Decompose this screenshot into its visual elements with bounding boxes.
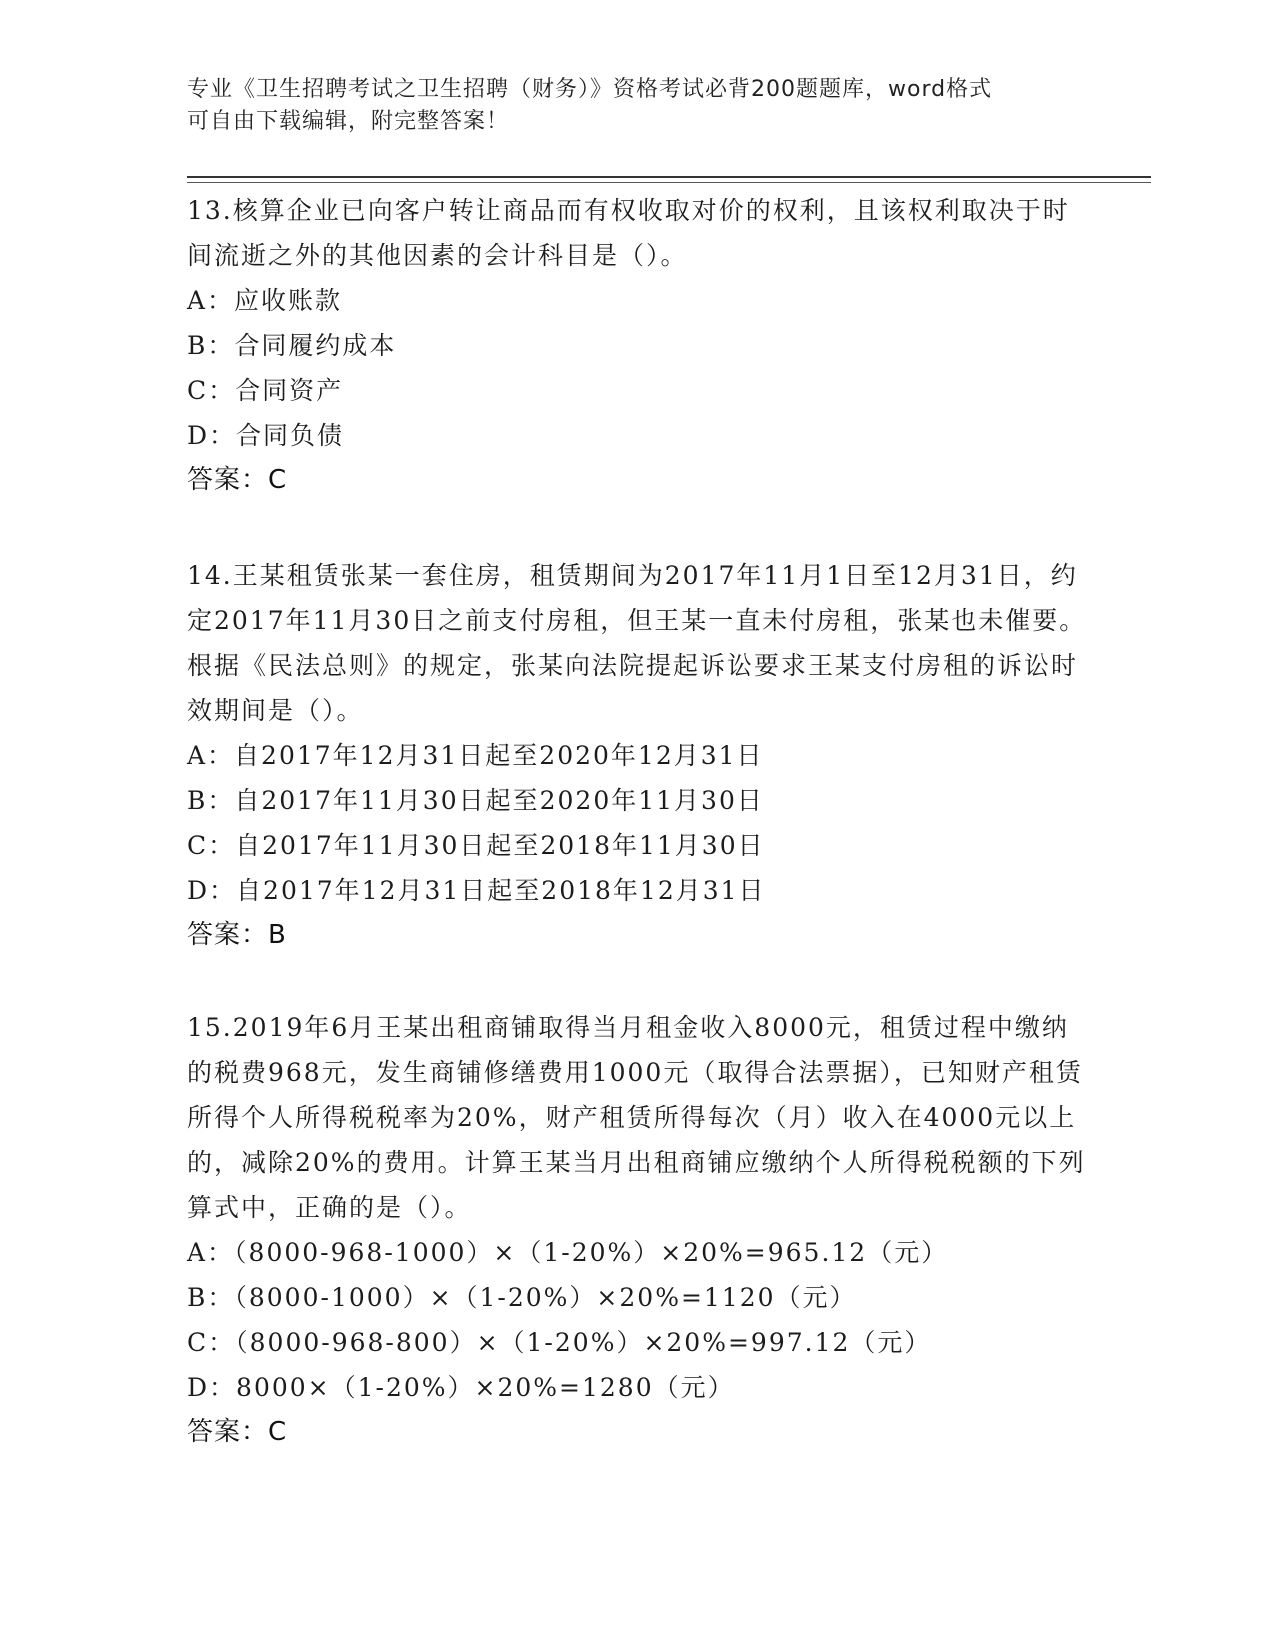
option-d: D：8000×（1-20%）×20%=1280（元） bbox=[187, 1373, 735, 1402]
option-a: A：应收账款 bbox=[187, 286, 343, 315]
question-text: 13.核算企业已向客户转让商品而有权收取对价的权利，且该权利取决于时间流逝之外的其他因素的会计科目是（）。 bbox=[187, 196, 1070, 270]
header-divider-thick bbox=[187, 176, 1151, 178]
option-b: B：自2017年11月30日起至2020年11月30日 bbox=[187, 786, 764, 815]
option-c: C：自2017年11月30日起至2018年11月30日 bbox=[187, 831, 765, 860]
option-a: A：自2017年12月31日起至2020年12月31日 bbox=[187, 741, 764, 770]
answer: 答案：C bbox=[187, 1417, 288, 1447]
option-b: B：合同履约成本 bbox=[187, 331, 397, 360]
question-15 bbox=[187, 1005, 1087, 1455]
option-b: B：（8000-1000）×（1-20%）×20%=1120（元） bbox=[187, 1283, 857, 1312]
answer: 答案：C bbox=[187, 465, 288, 495]
header-divider-thin bbox=[187, 182, 1151, 183]
option-c: C：（8000-968-800）×（1-20%）×20%=997.12（元） bbox=[187, 1328, 932, 1357]
header-line-2: 可自由下载编辑，附完整答案！ bbox=[187, 109, 510, 134]
header-line-1: 专业《卫生招聘考试之卫生招聘（财务）》资格考试必背200题题库，word格式 bbox=[187, 77, 993, 102]
option-c: C：合同资产 bbox=[187, 376, 344, 405]
option-a: A：（8000-968-1000）×（1-20%）×20%=965.12（元） bbox=[187, 1238, 949, 1267]
question-text: 14.王某租赁张某一套住房，租赁期间为2017年11月1日至12月31日，约定2017年11月30日之前支付房租，但王某一直未付房租，张某也未催要。根据《民法总则》的规定，张某向法院提起诉讼要求王某支付房租的诉讼时效期间是（）。 bbox=[187, 561, 1087, 725]
option-d: D：自2017年12月31日起至2018年12月31日 bbox=[187, 876, 766, 905]
question-13 bbox=[187, 188, 1087, 503]
answer: 答案：B bbox=[187, 920, 287, 950]
option-d: D：合同负债 bbox=[187, 421, 345, 450]
document-header bbox=[187, 74, 1067, 138]
question-text: 15.2019年6月王某出租商铺取得当月租金收入8000元，租赁过程中缴纳的税费968元，发生商铺修缮费用1000元（取得合法票据），已知财产租赁所得个人所得税税率为20%，财产租赁所得每次（月）收入在4000元以上的，减除20%的费用。计算王某当月出租商铺应缴纳个人所得税税额的下列算式中，正确的是（）。 bbox=[187, 1013, 1086, 1222]
question-14 bbox=[187, 553, 1087, 958]
